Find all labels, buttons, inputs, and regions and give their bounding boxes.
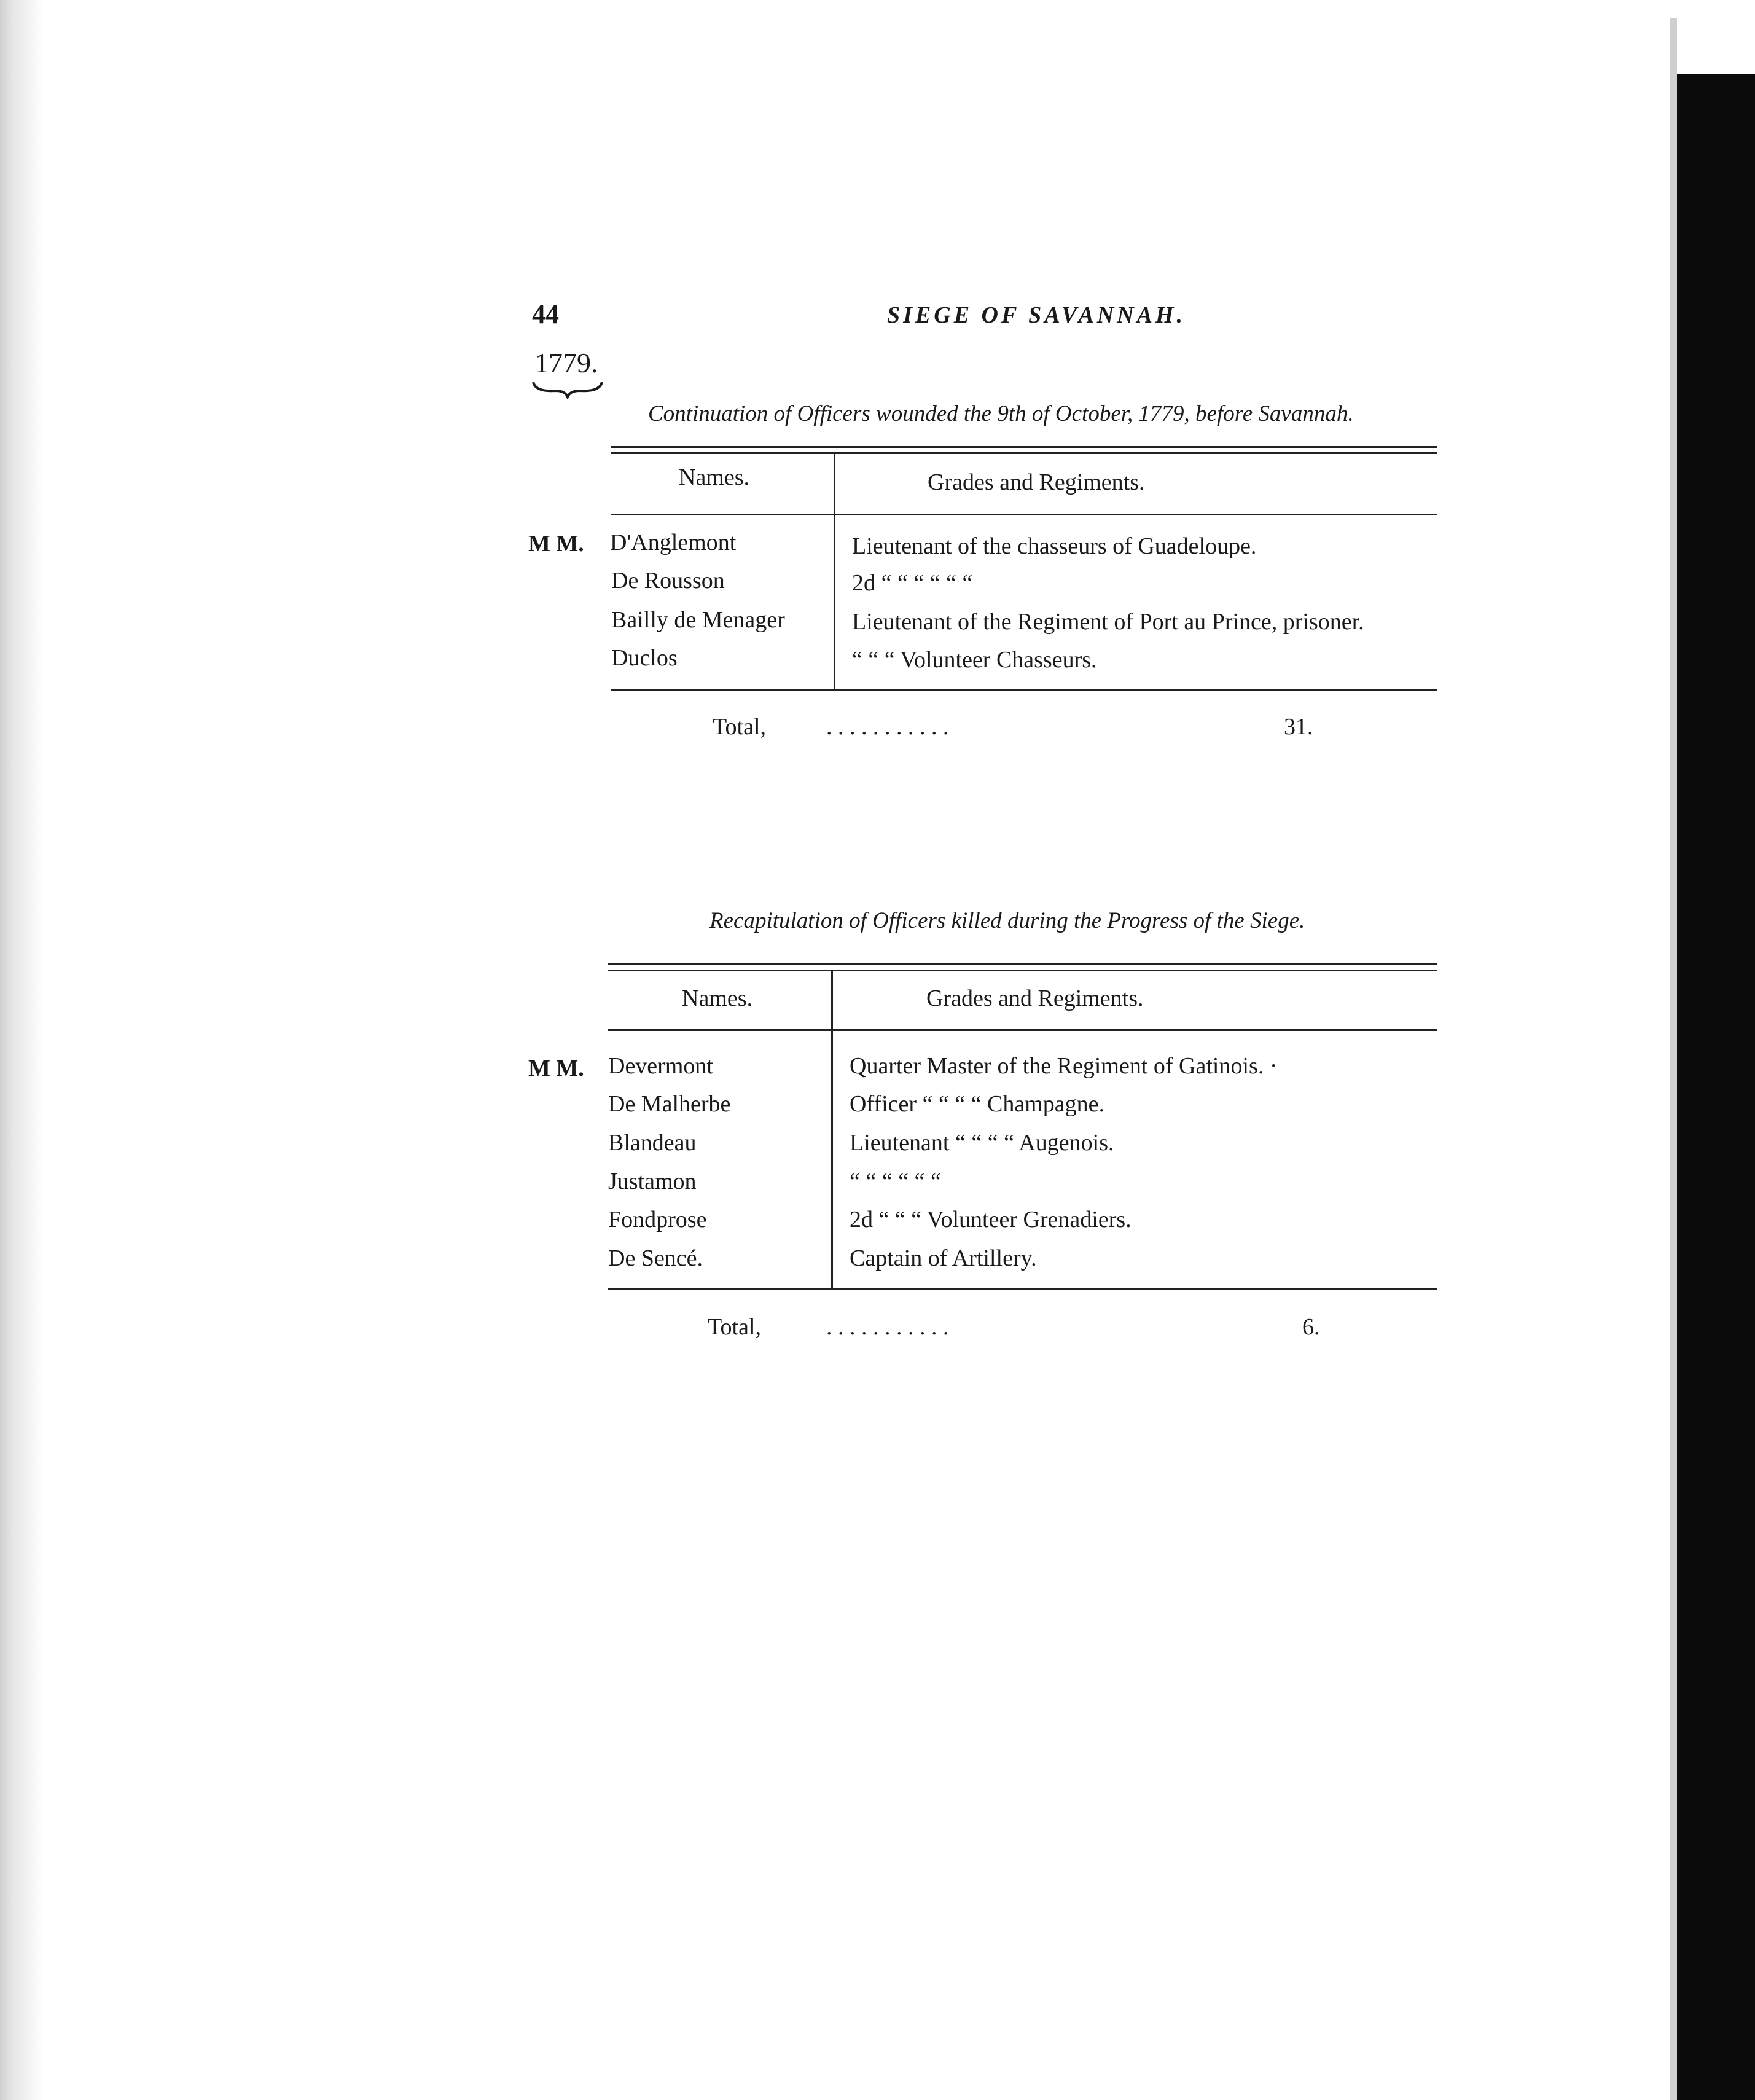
table1-row-name: D'Anglemont xyxy=(610,530,737,555)
table2-row-grade: Officer “ “ “ “ Champagne. xyxy=(850,1091,1104,1117)
table1-row-grade: 2d “ “ “ “ “ “ xyxy=(852,570,973,596)
table1-caption: Continuation of Officers wounded the 9th of October, 1779, before Savannah. xyxy=(648,401,1354,426)
table2-header-rule xyxy=(608,1029,1437,1031)
table1-total-label: Total, xyxy=(713,714,767,740)
table1-top-rule xyxy=(611,446,1437,448)
table2-total-value: 6. xyxy=(1302,1314,1320,1340)
table1-total-value: 31. xyxy=(1284,714,1313,740)
table2-row-name: De Sencé. xyxy=(608,1245,703,1271)
table1-header-rule xyxy=(611,514,1437,515)
page-left-edge xyxy=(0,0,43,2100)
table2-bottom-rule xyxy=(608,1288,1437,1290)
table2-total-label: Total, xyxy=(708,1314,762,1340)
table2-row-name: Blandeau xyxy=(608,1130,697,1156)
table2-row-name: Devermont xyxy=(608,1053,713,1079)
table2-top-rule xyxy=(608,963,1437,965)
running-head: SIEGE OF SAVANNAH. xyxy=(887,302,1186,328)
table1-row-grade: “ “ “ Volunteer Chasseurs. xyxy=(852,647,1097,673)
table2-top-rule-2 xyxy=(608,970,1437,971)
table2-row-name: Fondprose xyxy=(608,1207,707,1232)
table1-total-dots: . . . . . . . . . . . xyxy=(826,714,949,740)
table1-top-rule-2 xyxy=(611,452,1437,454)
scan-dark-border xyxy=(1677,74,1755,2100)
table1-row-grade: Lieutenant of the Regiment of Port au Prince, prisoner. xyxy=(852,609,1364,635)
table2-row-name: De Malherbe xyxy=(608,1091,731,1117)
table1-header-grades: Grades and Regiments. xyxy=(928,469,1145,495)
table2-header-grades: Grades and Regiments. xyxy=(926,985,1144,1011)
table2-row-grade: 2d “ “ “ Volunteer Grenadiers. xyxy=(850,1207,1132,1232)
table1-row-name: Bailly de Menager xyxy=(611,607,785,633)
table1-prefix: M M. xyxy=(528,531,584,557)
table1-row-name: Duclos xyxy=(611,645,678,671)
table2-row-grade: Captain of Artillery. xyxy=(850,1245,1037,1271)
table1-row-grade: Lieutenant of the chasseurs of Guadeloupe. xyxy=(852,533,1257,559)
table2-column-divider xyxy=(831,970,833,1289)
table2-row-name: Justamon xyxy=(608,1169,697,1194)
table1-header-names: Names. xyxy=(679,464,750,490)
table2-caption: Recapitulation of Officers killed during the Progress of the Siege. xyxy=(709,908,1305,933)
table2-row-grade: Lieutenant “ “ “ “ Augenois. xyxy=(850,1130,1114,1156)
page-number: 44 xyxy=(532,299,559,329)
table2-row-grade: Quarter Master of the Regiment of Gatinois. · xyxy=(850,1053,1278,1079)
table2-header-names: Names. xyxy=(682,985,753,1011)
table2-row-grade: “ “ “ “ “ “ xyxy=(850,1169,941,1194)
table2-total-dots: . . . . . . . . . . . xyxy=(826,1314,949,1340)
brace-icon xyxy=(531,378,604,399)
table2-prefix: M M. xyxy=(528,1056,584,1081)
margin-year: 1779. xyxy=(534,347,598,378)
table1-column-divider xyxy=(834,452,835,689)
table1-bottom-rule xyxy=(611,689,1437,691)
page-right-edge xyxy=(1670,18,1677,2100)
table1-row-name: De Rousson xyxy=(611,568,725,594)
